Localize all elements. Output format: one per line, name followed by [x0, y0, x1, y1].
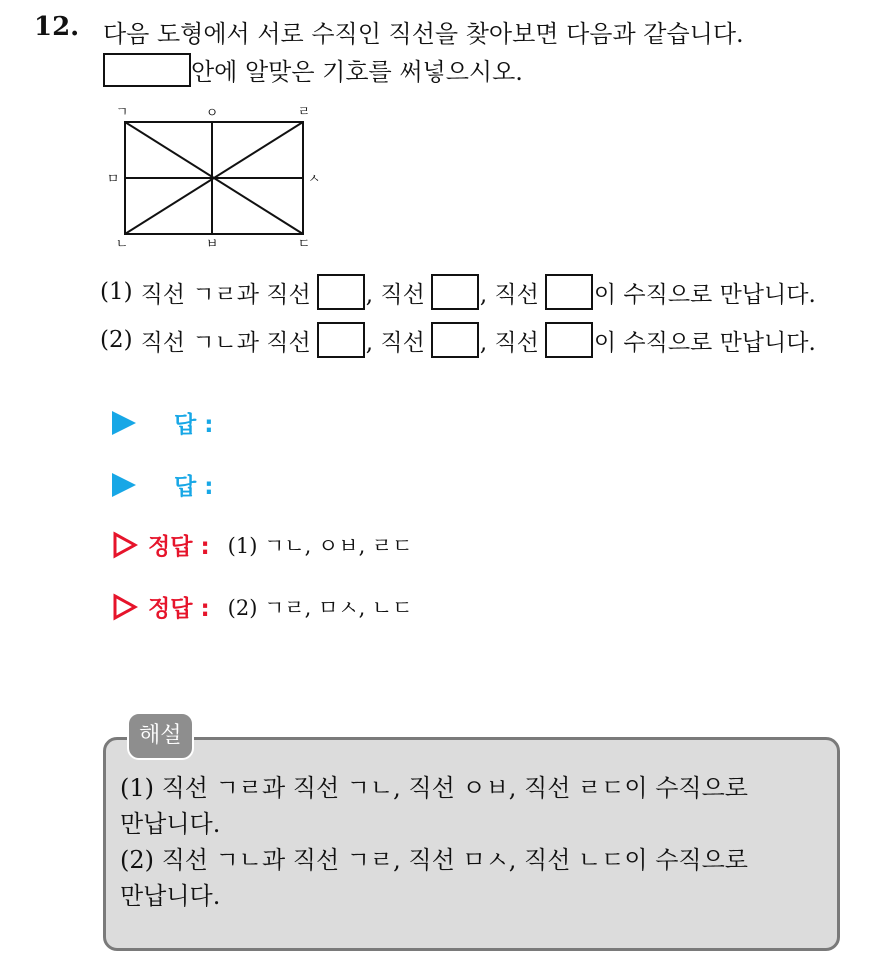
question-number: 12.	[34, 12, 80, 42]
label-top-right: ㄹ	[297, 105, 311, 120]
answer-blank[interactable]	[431, 322, 479, 358]
subquestion-2-separator: , 직선	[365, 329, 425, 356]
subquestion-2-suffix: 이 수직으로 만납니다.	[593, 329, 816, 356]
answer-row-1[interactable]	[112, 406, 213, 439]
answer-blank[interactable]	[545, 274, 593, 310]
subquestion-2-prefix: 직선 ㄱㄴ과 직선	[140, 329, 311, 356]
correct-answer-text: (1) ㄱㄴ, ㅇㅂ, ㄹㄷ	[227, 533, 413, 558]
play-triangle-icon	[112, 473, 136, 497]
label-top-left: ㄱ	[115, 105, 129, 120]
rectangle-figure	[100, 100, 330, 250]
answer-blank[interactable]	[545, 322, 593, 358]
explanation-line: (2) 직선 ㄱㄴ과 직선 ㄱㄹ, 직선 ㅁㅅ, 직선 ㄴㄷ이 수직으로	[120, 846, 748, 874]
subquestion-1-prefix: 직선 ㄱㄹ과 직선	[140, 281, 311, 308]
answer-blank[interactable]	[317, 322, 365, 358]
explanation-text	[120, 770, 835, 914]
answer-blank[interactable]	[431, 274, 479, 310]
play-triangle-icon	[112, 411, 136, 435]
correct-answer-row-2	[112, 590, 413, 623]
subquestion-1-suffix: 이 수직으로 만납니다.	[593, 281, 816, 308]
question-text: 다음 도형에서 서로 수직인 직선을 찾아보면 다음과 같습니다.	[103, 20, 744, 48]
label-mid-left: ㅁ	[106, 172, 120, 187]
blank-box-example	[103, 53, 191, 87]
correct-answer-label: 정답 :	[148, 534, 210, 560]
subquestion-1-number: (1)	[100, 279, 133, 305]
correct-answer-text: (2) ㄱㄹ, ㅁㅅ, ㄴㄷ	[227, 595, 413, 620]
answer-label: 답 :	[174, 474, 214, 500]
subquestion-2-number: (2)	[100, 327, 133, 353]
answer-blank[interactable]	[317, 274, 365, 310]
label-mid-right: ㅅ	[307, 172, 321, 187]
explanation-tab: 해설	[127, 712, 194, 760]
label-bot-mid: ㅂ	[205, 237, 219, 250]
label-top-mid: ㅇ	[205, 106, 219, 121]
subquestion-2-separator: , 직선	[479, 329, 539, 356]
subquestion-1	[100, 274, 816, 310]
instruction-text: 안에 알맞은 기호를 써넣으시오.	[191, 58, 523, 86]
label-bot-right: ㄷ	[297, 237, 311, 250]
answer-row-2[interactable]	[112, 468, 213, 501]
outline-triangle-icon	[112, 593, 138, 621]
explanation-line: 만납니다.	[120, 810, 221, 838]
answer-label: 답 :	[174, 412, 214, 438]
question-instruction	[103, 52, 523, 87]
explanation-line: (1) 직선 ㄱㄹ과 직선 ㄱㄴ, 직선 ㅇㅂ, 직선 ㄹㄷ이 수직으로	[120, 774, 748, 802]
correct-answer-row-1	[112, 528, 413, 561]
outline-triangle-icon	[112, 531, 138, 559]
subquestion-1-separator: , 직선	[479, 281, 539, 308]
subquestion-1-separator: , 직선	[365, 281, 425, 308]
subquestion-2	[100, 322, 816, 358]
explanation-line: 만납니다.	[120, 882, 221, 910]
label-bot-left: ㄴ	[115, 237, 129, 250]
correct-answer-label: 정답 :	[148, 596, 210, 622]
